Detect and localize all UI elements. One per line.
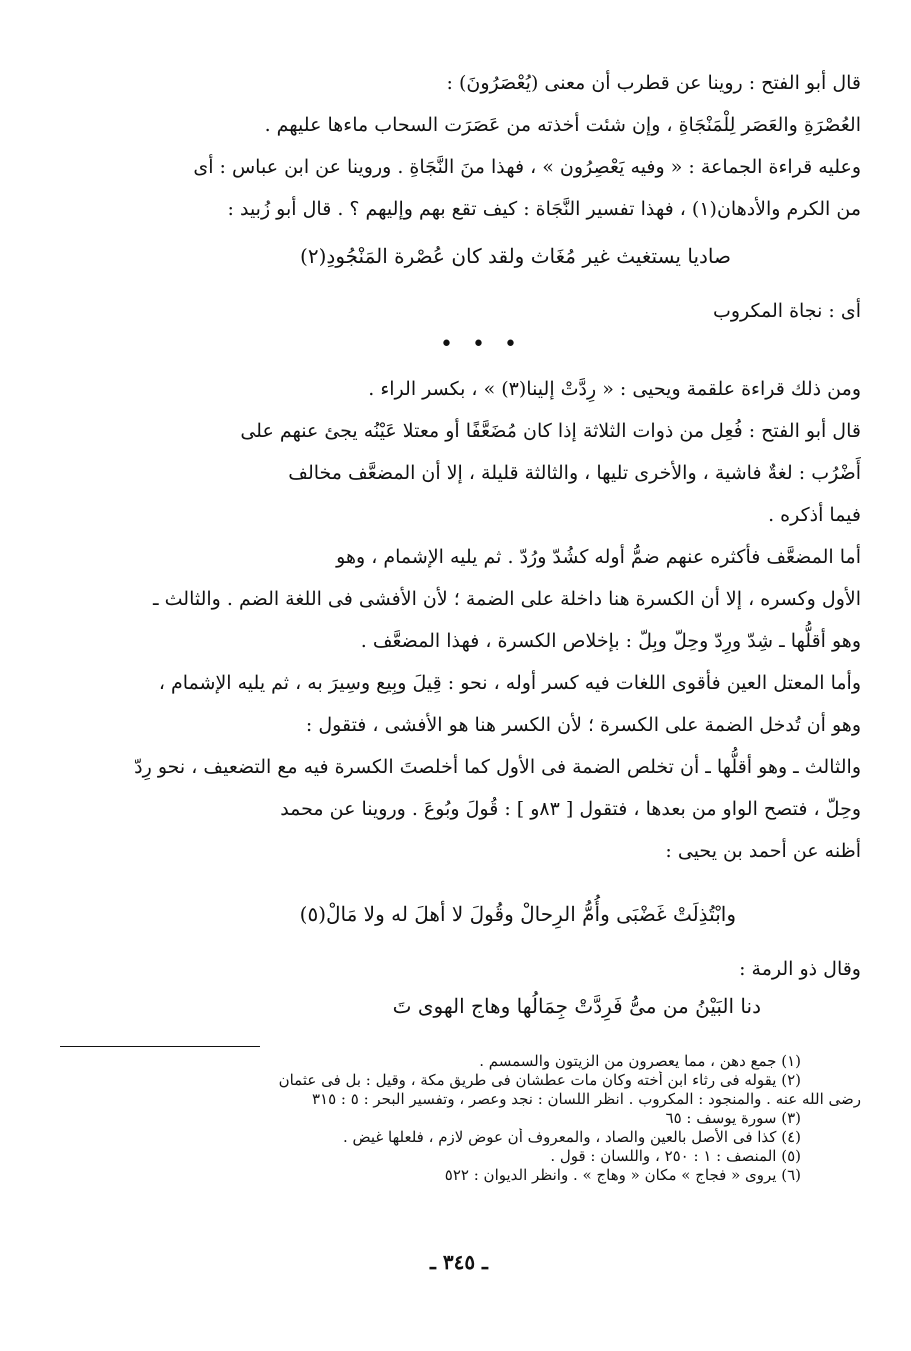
paragraph-after-verse-1 (50, 290, 861, 332)
verse-line-1: صاديا يستغيث غير مُغَاث ولقد كان عُصْرة المَنْجُودِ(٢) (300, 244, 731, 268)
verse-line-2: وابْتُذِلَتْ غَضْبَى وأُمُّ الرِحالْ وقُولَ لا أهلَ له ولا مَالْ(٥) (299, 902, 736, 926)
paragraph-block-1 (50, 62, 861, 230)
body-line: ومن ذلك قراءة علقمة ويحيى : « رِدَّتْ إلينا(٣) » ، بكسر الراء . (368, 378, 861, 400)
body-line: وأما المعتل العين فأقوى اللغات فيه كسر أوله ، نحو : قِيلَ وبِيع وسِيرَ به ، ثم يليه الإشمام ، (158, 672, 861, 694)
footnote: (٣) سورة يوسف : ٦٥ (665, 1109, 801, 1127)
body-line: من الكرم والأدهان(١) ، فهذا تفسير النَّجَاة : كيف تقع بهم وإليهم ؟ . قال أبو زُبيد : (227, 198, 861, 220)
footnote: (٦) يروى « فجاج » مكان « وهاج » . وانظر الديوان : ٥٢٢ (444, 1166, 801, 1184)
body-line: قال أبو الفتح : فُعِل من ذوات الثلاثة إذا كان مُضَعَّفًا أو معتلا عَيْنُه يجئ عنهم على (240, 420, 861, 442)
paragraph-before-verse-3 (50, 948, 861, 990)
body-line: وقال ذو الرمة : (739, 958, 861, 980)
section-separator: • • • (440, 332, 523, 357)
body-line: الأول وكسره ، إلا أن الكسرة هنا داخلة على الضمة ؛ لأن الأفشى فى اللغة الضم . والثالث ـ (153, 588, 861, 610)
body-line: وحِلّ ، فتصح الواو من بعدها ، فتقول [ ٨٣و ] : قُولَ وبُوعَ . وروينا عن محمد (280, 798, 861, 820)
body-line: أما المضعَّف فأكثره عنهم ضمُّ أوله كشُدّ ورُدّ . ثم يليه الإشمام ، وهو (336, 546, 861, 568)
footnote: (٢) يقوله فى رثاء ابن أخته وكان مات عطشان فى طريق مكة ، وقيل : بل فى عثمان (278, 1071, 801, 1089)
body-line: أى : نجاة المكروب (712, 300, 861, 322)
paragraph-block-2 (50, 368, 861, 872)
body-line: فيما أذكره . (768, 504, 861, 526)
body-line: قال أبو الفتح : روينا عن قطرب أن معنى (يُعْصَرُونَ) : (446, 72, 861, 94)
footnotes (40, 1052, 861, 1185)
verse-line-3: دنا البَيْنُ من مىُّ فَرِدَّتْ جِمَالُها وهاج الهوى تَ (392, 994, 761, 1018)
body-line: وهو أقلُّها ـ شِدّ ورِدّ وحِلّ وبِلّ : بإخلاص الكسرة ، فهذا المضعَّف . (360, 630, 861, 652)
body-line: وهو أن تُدخل الضمة على الكسرة ؛ لأن الكسر هنا هو الأفشى ، فتقول : (305, 714, 861, 736)
body-line: أَضْرُب : لغةٌ فاشية ، والأخرى تليها ، والثالثة قليلة ، إلا أن المضعَّف مخالف (288, 462, 861, 484)
footnote: (١) جمع دهن ، مما يعصرون من الزيتون والسمسم . (479, 1052, 801, 1070)
body-line: وعليه قراءة الجماعة : « وفيه يَعْصِرُون » ، فهذا منَ النَّجَاةِ . وروينا عن ابن عباس : أى (193, 156, 861, 178)
page-number: ـ ٣٤٥ ـ (430, 1250, 488, 1274)
footnote: (٤) كذا فى الأصل بالعين والصاد ، والمعروف أن عوض لازم ، فلعلها غيض . (342, 1128, 801, 1146)
footnote-divider (60, 1046, 260, 1047)
footnote: رضى الله عنه . والمنجود : المكروب . انظر اللسان : نجد وعصر ، وتفسير البحر : ٥ : ٣١٥ (311, 1090, 861, 1108)
body-line: والثالث ـ وهو أقلُّها ـ أن تخلص الضمة فى الأول كما أخلصتَ الكسرة فيه مع التضعيف ، نحو رِدّ (134, 756, 861, 778)
body-line: أظنه عن أحمد بن يحيى : (665, 840, 861, 862)
body-line: العُصْرَةِ والعَصَر لِلْمَنْجَاةِ ، وإن شئت أخذته من عَصَرَت السحاب ماءها عليهم . (264, 114, 861, 136)
footnote: (٥) المنصف : ١ : ٢٥٠ ، واللسان : قول . (550, 1147, 801, 1165)
